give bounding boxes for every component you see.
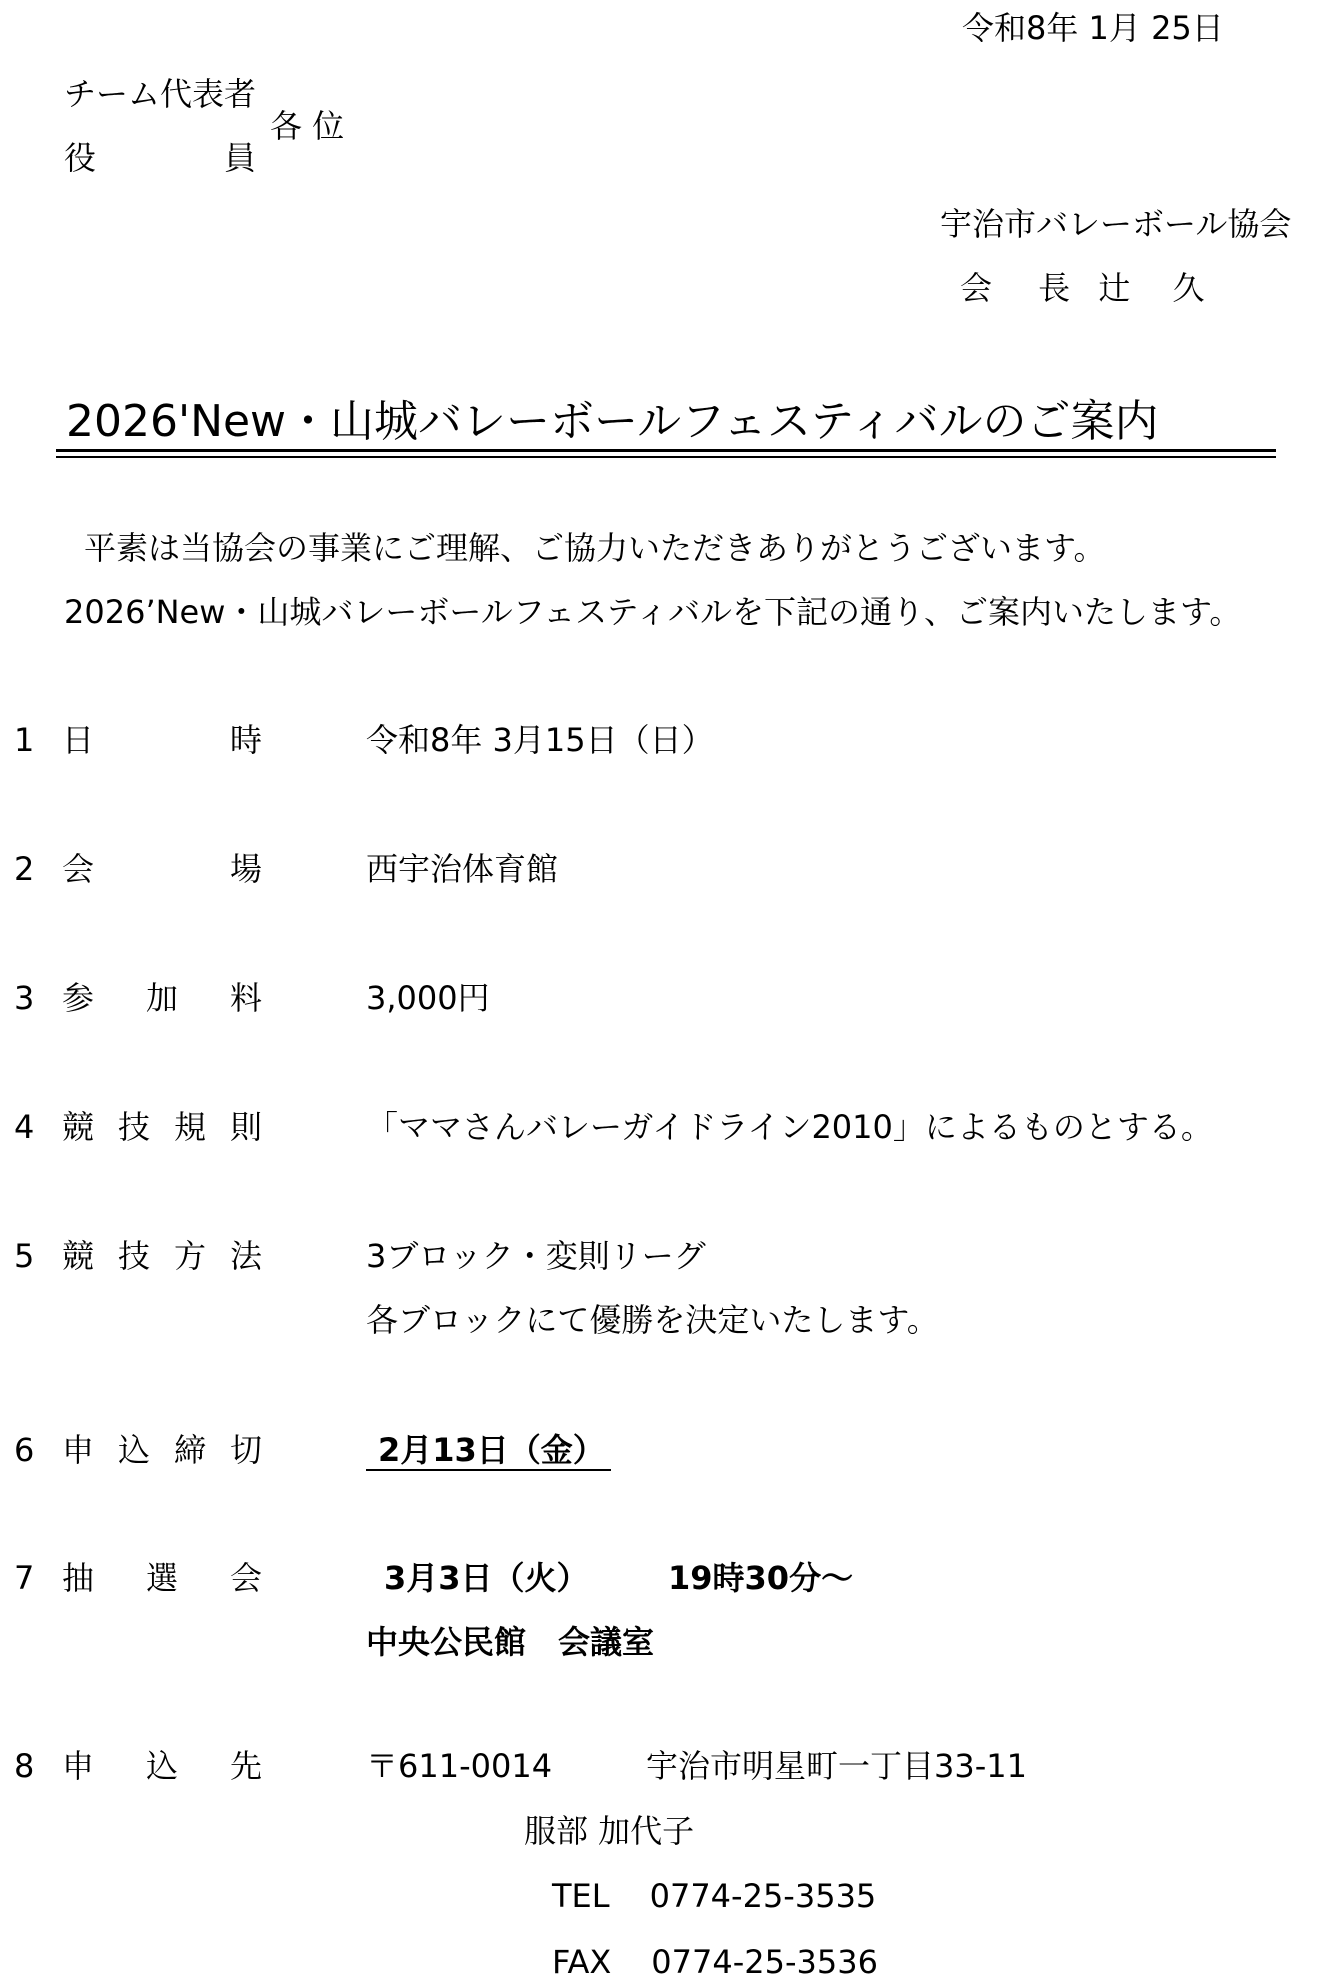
item-label-char: 時 [229,721,262,759]
item-label-char: 法 [229,1237,262,1275]
item-label-char: 技 [117,1108,150,1146]
item-label [62,1236,262,1276]
organization-name: 宇治市バレーボール協会 [940,205,1292,243]
item-label-char: 技 [117,1237,150,1275]
recipients-line2-b: 員 [224,139,257,177]
item-value-address: 宇治市明星町一丁目33-11 [646,1747,1027,1785]
recipients-line2-a: 役 [64,139,97,177]
item-value-lottery-date: 3月3日（火） [384,1559,589,1597]
title-rule-top [56,449,1276,452]
item-value-lottery-time: 19時30分～ [668,1559,854,1597]
item-number: 8 [14,1747,35,1785]
contact-name: 服部 加代子 [524,1812,695,1850]
item-label-char: 込 [145,1747,178,1785]
item-label-char: 切 [229,1431,262,1469]
item-value-venue: 西宇治体育館 [366,850,559,888]
item-number: 5 [14,1237,35,1275]
item-value-method-line2: 各ブロックにて優勝を決定いたします。 [366,1301,939,1339]
item-label-char: 締 [173,1431,206,1469]
item-label [62,978,262,1018]
intro-line1: 平素は当協会の事業にご理解、ご協力いただきありがとうございます。 [84,529,1106,567]
item-number: 2 [14,850,35,888]
contact-tel [552,1876,876,1916]
item-label-char: 則 [229,1108,262,1146]
item-label-char: 申 [62,1747,95,1785]
document-title: 2026'New・山城バレーボールフェスティバルのご案内 [66,396,1159,447]
item-label-char: 日 [62,721,95,759]
tel-number: 0774-25-3535 [649,1877,877,1915]
item-label [62,1746,262,1786]
recipients-line2 [64,138,256,178]
recipients-suffix: 各 位 [270,107,345,145]
item-number: 3 [14,979,35,1017]
fax-number: 0774-25-3536 [651,1943,878,1981]
title-rule-bottom [56,456,1276,458]
item-label-char: 場 [229,850,262,888]
fax-label: FAX [552,1943,612,1981]
item-label-char: 会 [62,850,95,888]
item-value-postal: 〒611-0014 [366,1747,553,1785]
item-number: 1 [14,721,35,759]
item-label-char: 競 [62,1237,95,1275]
item-label-char: 申 [62,1431,95,1469]
item-value-lottery-place: 中央公民館 会議室 [366,1623,655,1661]
item-label [62,1558,262,1598]
item-label-char: 方 [173,1237,206,1275]
item-number: 7 [14,1559,35,1597]
intro-line2: 2026’New・山城バレーボールフェスティバルを下記の通り、ご案内いたします。 [64,593,1242,631]
item-value-rules: 「ママさんバレーガイドライン2010」によるものとする。 [366,1108,1213,1146]
item-label [62,1107,262,1147]
recipients-line1: チーム代表者 [64,75,257,113]
item-label-char: 選 [145,1559,178,1597]
item-label-char: 加 [145,979,178,1017]
item-label-char: 先 [229,1747,262,1785]
item-label-char: 料 [229,979,262,1017]
item-value-fee: 3,000円 [366,979,490,1017]
item-label [62,720,262,760]
president-name: 辻 久 [1098,269,1205,307]
item-label [62,1430,262,1470]
document-date: 令和8年 1月 25日 [962,9,1224,47]
deadline-underlined: 2月13日（金） [366,1431,611,1471]
president-line [960,268,1205,308]
item-label-char: 会 [229,1559,262,1597]
item-value-method: 3ブロック・変則リーグ [366,1237,706,1275]
contact-fax [552,1942,878,1982]
president-title: 会 長 [960,269,1089,307]
item-label-char: 抽 [62,1559,95,1597]
tel-label: TEL [552,1877,610,1915]
item-label-char: 規 [173,1108,206,1146]
item-value-deadline [366,1430,611,1470]
item-number: 6 [14,1431,35,1469]
item-label-char: 参 [62,979,95,1017]
item-label-char: 競 [62,1108,95,1146]
item-value-datetime: 令和8年 3月15日（日） [366,721,714,759]
item-number: 4 [14,1108,35,1146]
item-label-char: 込 [117,1431,150,1469]
item-label [62,849,262,889]
